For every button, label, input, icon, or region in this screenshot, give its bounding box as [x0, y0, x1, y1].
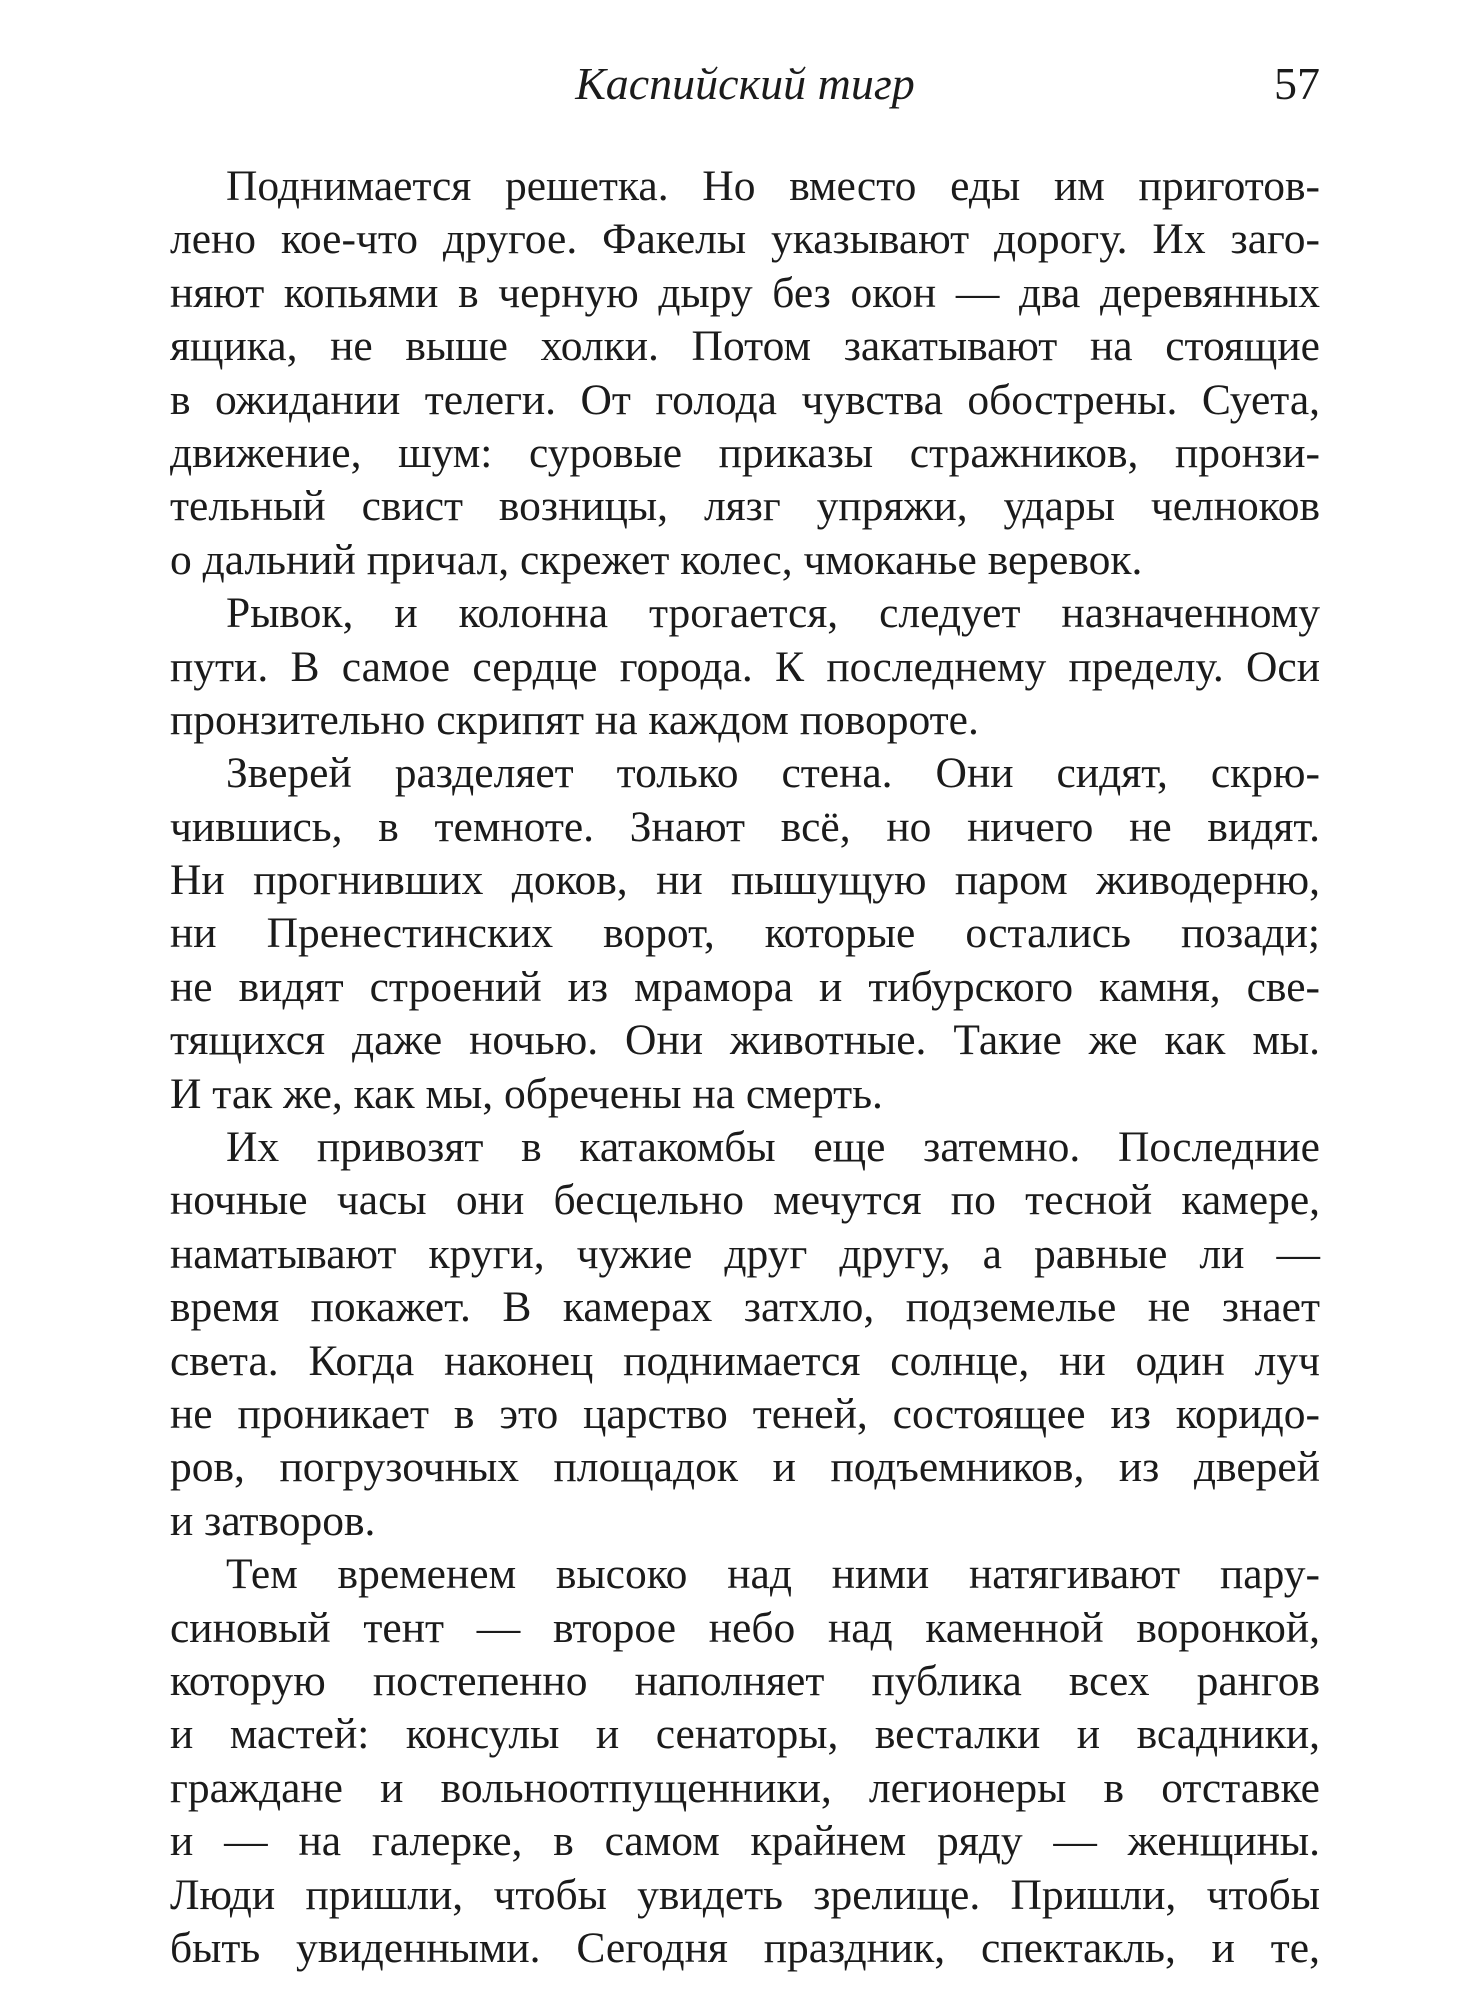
text-line: не проникает в это царство теней, состоящее из коридо- [170, 1389, 1320, 1438]
text-line: Ни прогнивших доков, ни пышущую паром живодерню, [170, 856, 1320, 905]
text-line: Люди пришли, чтобы увидеть зрелище. Пришли, чтобы [170, 1870, 1320, 1919]
text-line: и затворов. [170, 1496, 376, 1545]
text-line: ров, погрузочных площадок и подъемников, из дверей [170, 1443, 1320, 1492]
text-line: тящихся даже ночью. Они животные. Такие же как мы. [170, 1016, 1320, 1065]
text-line: граждане и вольноотпущенники, легионеры в отставке [170, 1763, 1320, 1812]
text-line: Рывок, и колонна трогается, следует назначенному [226, 589, 1320, 638]
text-line: время покажет. В камерах затхло, подземелье не знает [170, 1283, 1320, 1332]
text-line: Тем временем высоко над ними натягивают пару- [226, 1550, 1320, 1599]
text-line: не видят строений из мрамора и тибурского камня, све- [170, 962, 1320, 1011]
text-line: ни Пренестинских ворот, которые остались позади; [170, 909, 1320, 958]
text-line: тельный свист возницы, лязг упряжи, удары челноков [170, 482, 1320, 531]
text-line: и — на галерке, в самом крайнем ряду — женщины. [170, 1817, 1320, 1866]
text-line: которую постепенно наполняет публика всех рангов [170, 1656, 1320, 1705]
text-line: ночные часы они бесцельно мечутся по тесной камере, [170, 1176, 1320, 1225]
text-line: движение, шум: суровые приказы стражников, пронзи- [170, 428, 1320, 477]
page-number: 57 [1274, 58, 1320, 109]
running-head [170, 54, 1320, 114]
text-line: пути. В самое сердце города. К последнему пределу. Оси [170, 642, 1320, 691]
text-line: и мастей: консулы и сенаторы, весталки и всадники, [170, 1710, 1320, 1759]
text-line: быть увиденными. Сегодня праздник, спектакль, и те, [170, 1923, 1320, 1972]
text-line: пронзительно скрипят на каждом повороте. [170, 695, 979, 744]
text-line: Поднимается решетка. Но вместо еды им приготов- [226, 162, 1320, 210]
text-line: в ожидании телеги. От голода чувства обострены. Суета, [170, 375, 1320, 424]
text-line: наматывают круги, чужие друг другу, а равные ли — [170, 1229, 1320, 1278]
text-line: ящика, не выше холки. Потом закатывают на стоящие [170, 322, 1320, 371]
text-line: лено кое-что другое. Факелы указывают дорогу. Их заго- [170, 215, 1320, 264]
text-line: Их привозят в катакомбы еще затемно. Последние [226, 1123, 1320, 1172]
text-line: Зверей разделяет только стена. Они сидят, скрю- [226, 749, 1320, 798]
text-line: света. Когда наконец поднимается солнце, ни один луч [170, 1336, 1320, 1385]
text-line: И так же, как мы, обречены на смерть. [170, 1069, 883, 1118]
text-line: няют копьями в черную дыру без окон — два деревянных [170, 268, 1320, 317]
text-line: о дальний причал, скрежет колес, чмоканье веревок. [170, 535, 1143, 584]
running-title: Каспийский тигр [575, 58, 915, 109]
text-line: чившись, в темноте. Знают всё, но ничего не видят. [170, 802, 1320, 851]
text-line: синовый тент — второе небо над каменной воронкой, [170, 1603, 1320, 1652]
body-text [170, 160, 1320, 1975]
